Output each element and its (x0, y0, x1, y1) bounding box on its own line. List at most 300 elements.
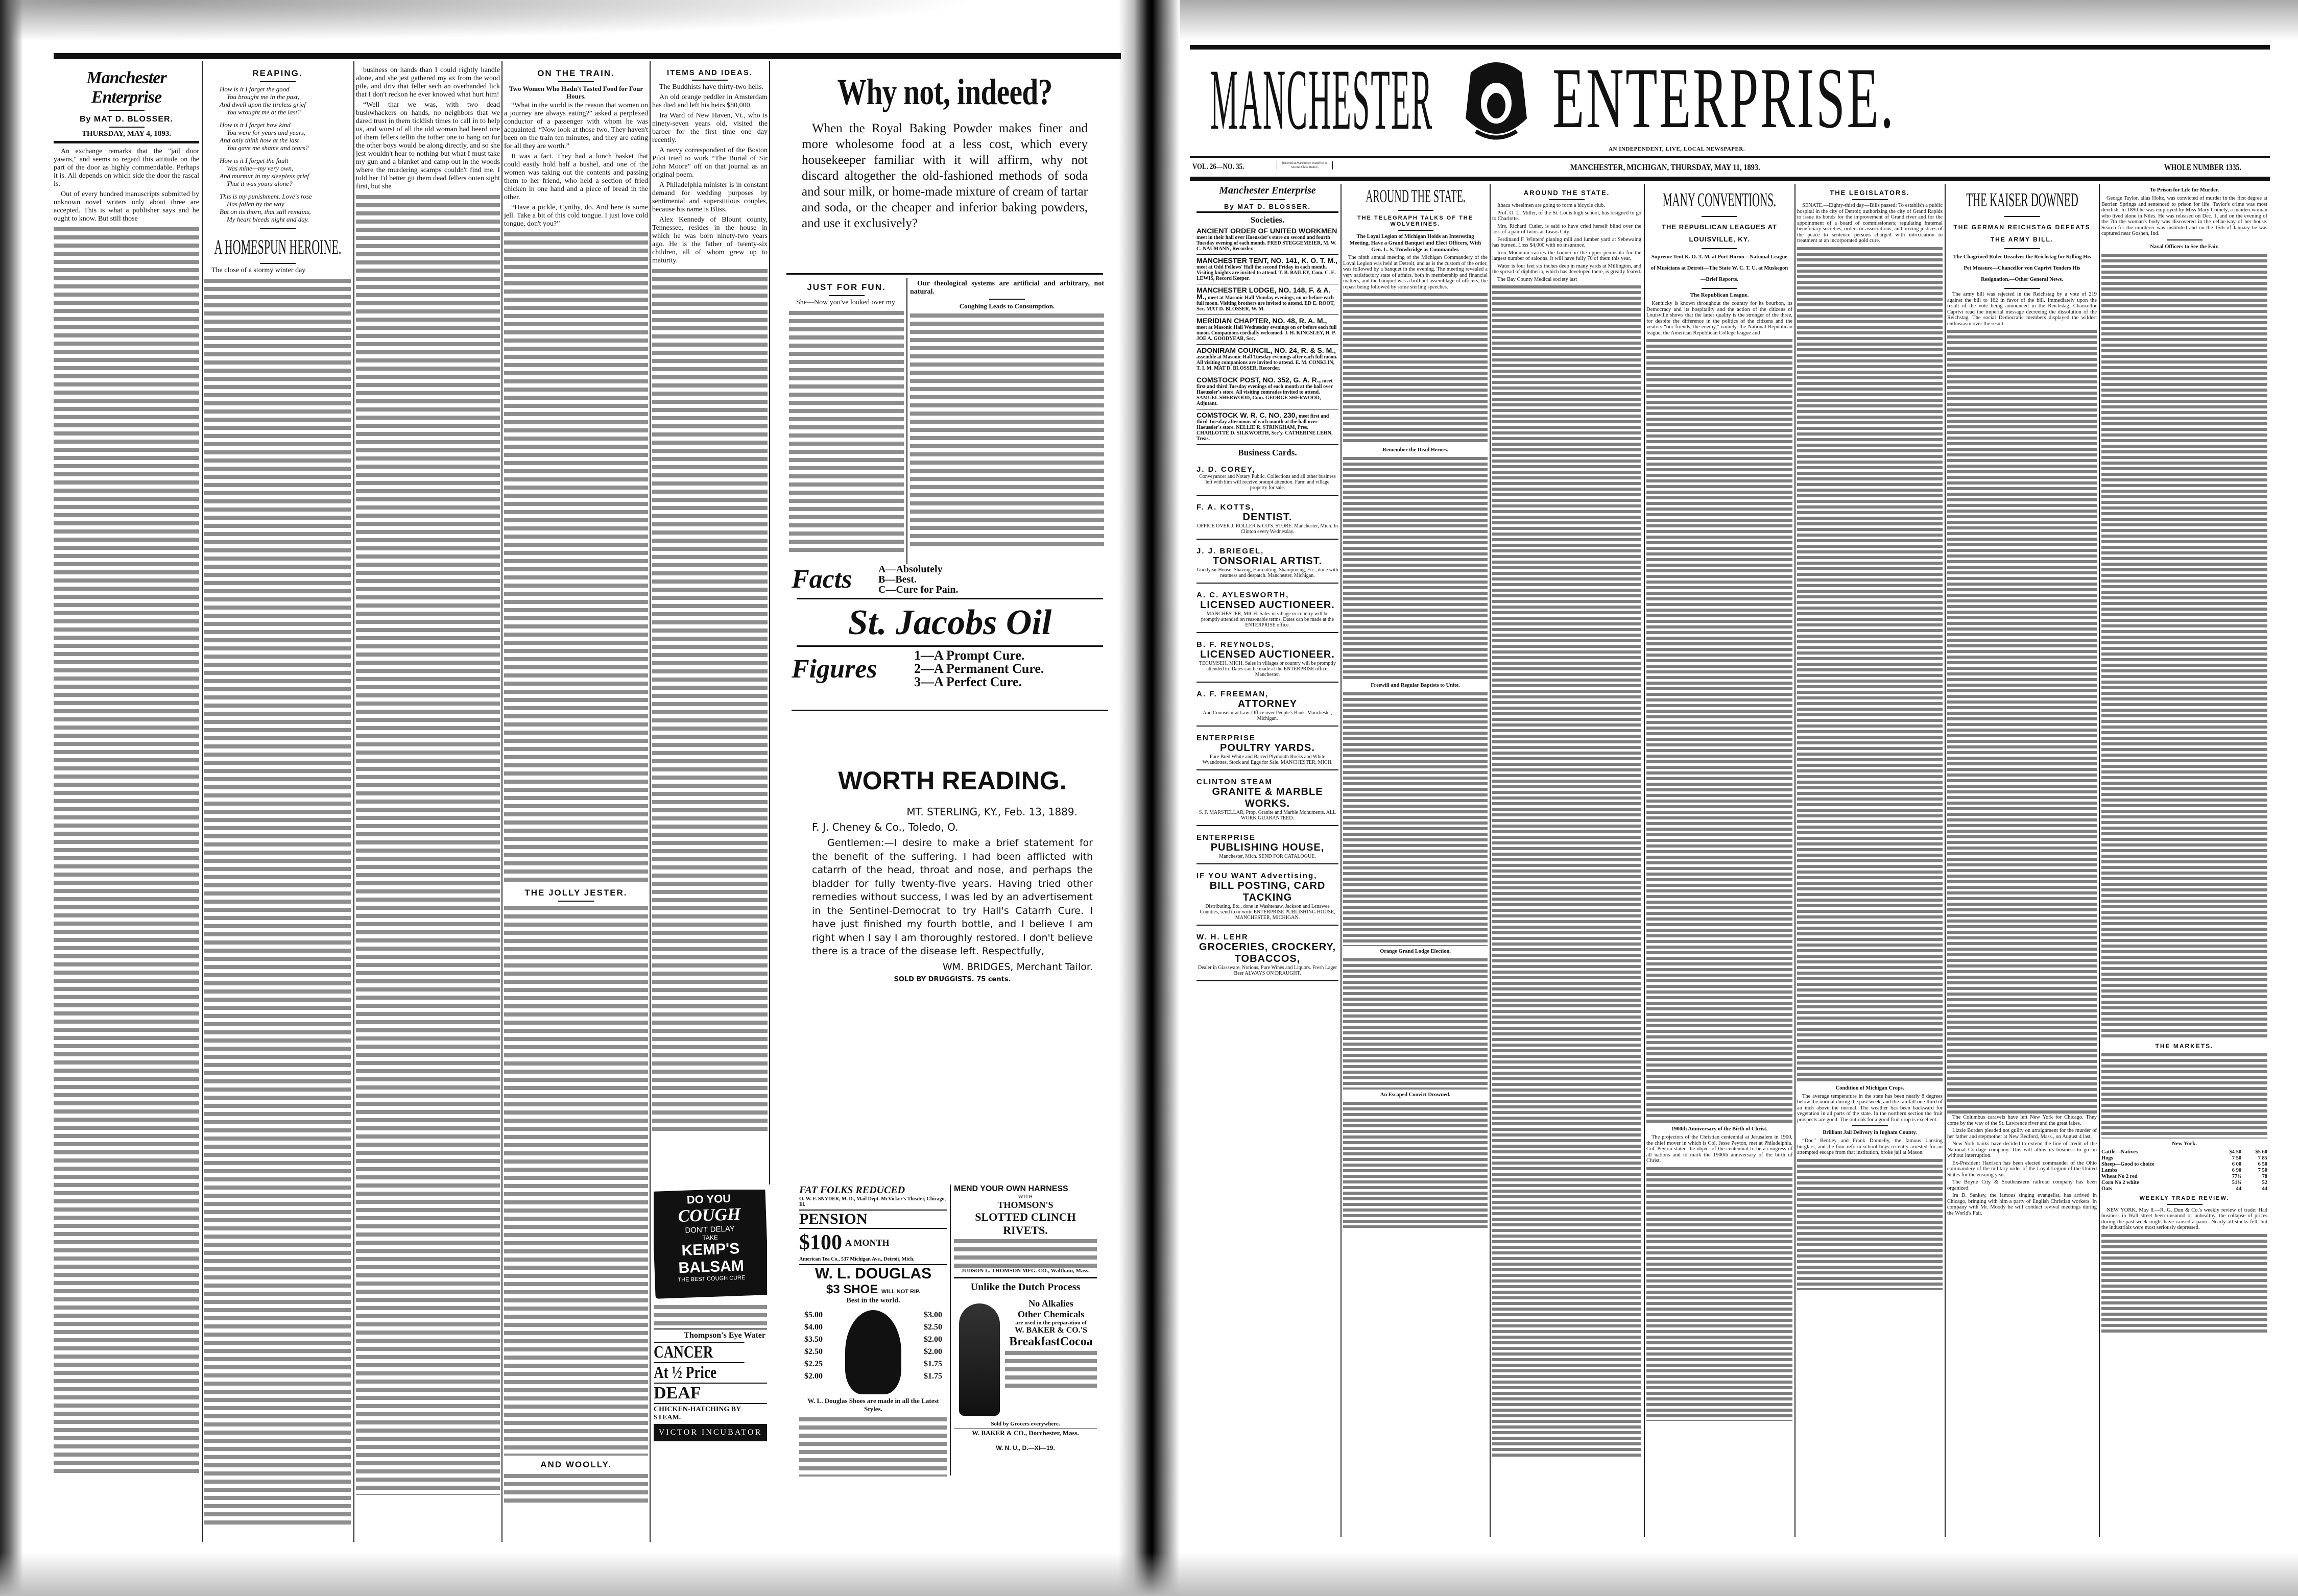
divider (2167, 239, 2203, 240)
society-details: meet first and third Tuesday afternoons of each month at the hall over Haeussler's store. NELLIE R. STRINGHAM, Pres. CHARLOTTE D. SILKWORTH, Sec'y. CATHERINE LEHN, Treas. (1196, 414, 1333, 442)
fat-folks-contact: O. W. F. SNYDER, M. D., Mail Dept. McVicker's Theater, Chicago, Ill. (799, 1196, 946, 1207)
market-high: 44 (2262, 1186, 2267, 1192)
poem-line: And dwell upon the tireless grief (220, 101, 306, 108)
paragraph: An exchange remarks that the "jail door yawns," and seems to regard this attitude on the part of the door as highly commendable. Perhaps it is. All depends on which side the door the rascal is. (54, 148, 199, 188)
price-item: $3.00 (924, 1311, 942, 1319)
items-paragraphs (652, 83, 768, 265)
price-item: $5.00 (804, 1311, 823, 1319)
illegible-text (1343, 957, 1488, 1090)
column-rule (769, 61, 770, 1184)
divider (54, 141, 199, 143)
article-title: MANY CONVENTIONS. (1662, 189, 1777, 211)
figure-3: 3—A Perfect Cure. (914, 674, 1022, 689)
card-name: B. F. REYNOLDS, (1196, 640, 1275, 649)
douglas-tagline: Best in the world. (846, 1297, 900, 1304)
illegible-text (54, 225, 199, 1476)
paragraph: Water is four feet six inches deep in many yards at Millington, and the spread of diphtheria, which has developed there, is greatly feared. (1492, 263, 1641, 275)
illegible-text (504, 230, 648, 884)
business-card (1196, 586, 1338, 633)
card-headline: LICENSED AUCTIONEER. (1200, 649, 1335, 660)
market-item: Sheep—Good to choice (2101, 1161, 2155, 1167)
card-headline: DENTIST. (1242, 512, 1292, 523)
story-paragraphs (204, 267, 351, 275)
markets-city: New York. (2171, 1140, 2197, 1147)
subhead: Condition of Michigan Crops. (1835, 1085, 1904, 1091)
paper-title: Manchester Enterprise (86, 68, 166, 107)
ad-line: COUGH (678, 1204, 741, 1226)
business-card (1196, 729, 1338, 770)
column-rule (501, 61, 502, 1542)
society-details: meet at Masonic Hall Monday evenings, on or before each full moon. Visiting brothers are invited to attend. ED E. ROOT, Sec. MAT D. BLOSSER, W. M. (1196, 295, 1335, 312)
illegible-text (1492, 284, 1641, 1458)
paragraph: A Philadelphia minister is in constant demand for wedding purposes by sentimental and superstitious couples, because his name is Bliss. (652, 181, 768, 213)
paragraph: Out of every hundred manuscripts submitted by unknown novel writers only about three are accepted. This is what a publisher says and he ought to know. But still those (54, 190, 199, 223)
divider (954, 1277, 1097, 1278)
card-details: MANCHESTER, MICH. Sales in village or country will be promptly attended on reasonable terms. Dates can be made at the ENTERPRISE office. (1201, 611, 1334, 628)
society-details: meet first and third Tuesday evenings of each month at the hall over Haeussler's store. All visiting comrades invited to attend. SAMUEL SHERWOOD, Com. GEORGE SHERWOOD, Adjutant. (1196, 378, 1333, 406)
article-paragraphs (1343, 255, 1488, 290)
society-name: MANCHESTER TENT, NO. 141, K. O. T. M., (1196, 256, 1338, 264)
society-details: meet at Masonic Hall Wednesday evenings on or before each full moon. Companions cordially welcomed. J. H. KINGSLEY, H. P. JOE A. GOODYEAR, Sec. (1196, 325, 1337, 342)
market-low: 6 00 (2232, 1161, 2242, 1167)
business-card (1196, 635, 1338, 683)
poem-line: How is it I forget how kind (220, 121, 291, 129)
divider (786, 273, 1103, 275)
illegible-text (356, 193, 500, 1495)
market-item: Corn No 2 white (2101, 1179, 2139, 1186)
column-rule (1794, 184, 1796, 1537)
divider (797, 645, 1103, 647)
st-jacobs-oil-ad (792, 564, 1108, 707)
price-item: $4.00 (804, 1323, 823, 1332)
divider (1702, 288, 1737, 289)
subhead: Freewill and Regular Baptists to Unite. (1371, 683, 1460, 688)
middle-ads-column (799, 1184, 947, 1491)
masthead-enterprise: ENTERPRISE. (1552, 50, 1896, 146)
society-entry (1196, 228, 1338, 255)
market-row (2101, 1168, 2267, 1174)
market-item: Oats (2101, 1186, 2112, 1192)
poem-line: How is it I forget the good (220, 85, 290, 93)
section-title: JUST FOR FUN. (807, 282, 886, 292)
paragraph: Iron Mountain carries the banner in the upper peninsula for the largest number of saloons. It will have fully 70 of them this year. (1492, 250, 1641, 261)
poem-and-story-column (204, 61, 351, 1542)
society-name: ADONIRAM COUNCIL, NO. 24, R. & S. M., (1196, 346, 1336, 354)
price-item: $2.50 (804, 1347, 823, 1356)
column-rule (202, 61, 203, 1542)
on-the-train-column (504, 61, 648, 1542)
subhead: Remember the Dead Heroes. (1382, 447, 1448, 453)
paragraph: “Have a pickle, Cynthy, do. And here is some jell. Take a bit of this cold tongue. I just love cold tongue, don't you?” (504, 204, 648, 228)
paragraph: “What in the world is the reason that women on a journey are always eating?” asked a perplexed conductor of a passenger with whom he was acquainted. “Now look at those two. They haven't been on the train ten minutes, and they are eating for all they are worth.” (504, 102, 648, 150)
baker-maker: W. BAKER & CO., Dorchester, Mass. (954, 1429, 1097, 1437)
douglas-shoe: $3 SHOE (826, 1283, 878, 1296)
markets-table (2101, 1149, 2267, 1192)
harness-with: WITH (1018, 1194, 1033, 1200)
fun-paragraphs (789, 299, 904, 307)
market-item: Lambs (2101, 1167, 2117, 1173)
paragraph: business on hands than I could rightly handle alone, and she jest gathered my ax from the wood pile, and driv that feller sech an overhanded lick that I don't reckon he ever knowed what hurt him! (356, 66, 500, 99)
ad-dateline: MT. STERLING, KY., Feb. 13, 1889. (906, 806, 1078, 818)
paragraph: Mrs. Richard Cutler, is said to have cried herself blind over the loss of a pair of twins at Tawas City. (1492, 223, 1641, 235)
business-card (1196, 542, 1338, 584)
illegible-text (1005, 1349, 1097, 1390)
price-list-right (924, 1309, 942, 1383)
card-details: Conveyancer and Notary Public. Collections and all other business left with him will receive prompt attention. Farm and village property for sale. (1199, 474, 1336, 491)
illegible-text (652, 267, 768, 1135)
byline: By MAT D. BLOSSER. (1224, 203, 1311, 210)
divider (558, 81, 594, 82)
royal-baking-powder-ad (786, 71, 1103, 268)
scan-noise-top-left (0, 0, 1123, 49)
poem-reaping (220, 85, 351, 223)
paragraph: New York banks have decided to extend the line of credit of the National Cordage company. This will allow its business to go on without interruption. (1947, 1141, 2097, 1158)
society-entry (1196, 413, 1338, 445)
price-item: $2.25 (804, 1360, 823, 1368)
paragraph: The ninth annual meeting of the Michigan Commandery of the Loyal Legion was held at Detroit, and as is the custom of the order, was followed by a banquet in the evening. The meeting revealed a very satisfactory state of affairs, both in membership and financial matters, and the banquet was a brilliant assemblage of officers, the repast being followed by some sterling speeches. (1343, 255, 1488, 290)
divider (792, 710, 1108, 711)
price-list-left (804, 1309, 823, 1383)
ad-line: DO YOU (686, 1192, 731, 1206)
column-rule (906, 278, 907, 564)
card-name: W. H. LEHR (1196, 933, 1249, 941)
harness-maker: JUDSON L. THOMSON MFG. CO., Waltham, Mass. (961, 1268, 1090, 1274)
illegible-text (1343, 691, 1488, 946)
divider (1852, 199, 1888, 200)
card-details: Goodyear House. Shaving, Haircutting, Shampooing, Etc., done with neatness and despatch. Manchester, Michigan. (1196, 567, 1338, 578)
card-name: ENTERPRISE (1196, 734, 1256, 742)
article-title: THE KAISER DOWNED (1966, 189, 2078, 211)
business-card (1196, 928, 1338, 981)
divider (829, 295, 865, 296)
facts-label: Facts (792, 565, 852, 594)
legislators-column (1797, 185, 1943, 1538)
douglas-portrait (845, 1310, 901, 1394)
paragraph: NEW YORK, May 8.—R. G. Dun & Co.'s weekly review of trade: Had business in Wall street been unsound or unhealthy, the collapse of prices during the past week might have caused a panic. Nearly all stocks fell, but the industrials were most seriously depressed. (2101, 1207, 2267, 1230)
poem-line: My heart bleeds night and day. (227, 215, 309, 223)
divider (1702, 216, 1737, 217)
markets-title: THE MARKETS. (2155, 1042, 2214, 1050)
misc-column (910, 280, 1104, 563)
society-entry (1196, 348, 1338, 374)
business-card (1196, 866, 1338, 926)
douglas-note: WILL NOT RIP. (881, 1289, 921, 1295)
subhead: Coughing Leads to Consumption. (959, 302, 1055, 310)
ad-body: Gentlemen:—I desire to make a brief statement for the benefit of the suffering. I had been afflicted with catarrh of the head, throat and nose, and perhaps the bladder for fully twenty-five years. Having tried other remedies without success, I was led by an advertisement in the Sentinel-Democrat to try Hall's Catarrh Cure. I have just finished my fourth bottle, and I believe I am right when I say I am thoroughly restored. I don't believe there is a trace of the disease left. Respectfully, (812, 837, 1093, 957)
poem-line: You wrought me at the last? (227, 108, 301, 116)
trade-review-title: WEEKLY TRADE REVIEW. (2139, 1195, 2230, 1201)
masthead-tagline: AN INDEPENDENT, LIVE, LOCAL NEWSPAPER. (1609, 146, 1745, 152)
market-row (2101, 1186, 2267, 1192)
divider (1190, 156, 2270, 158)
society-name: COMSTOCK W. R. C. NO. 230, (1196, 411, 1298, 419)
subhead: 1900th Anniversary of the Birth of Christ. (1671, 1126, 1768, 1132)
illegible-text (910, 311, 1104, 546)
legislature-paragraphs (1797, 203, 1943, 244)
illegible-text (504, 904, 648, 1456)
half-price-ad: At ½ Price (654, 1362, 745, 1383)
just-for-fun-column (789, 278, 904, 564)
directory-column (1196, 185, 1338, 1538)
divider (989, 299, 1025, 300)
article-subtitle: THE REPUBLICAN LEAGUES AT LOUISVILLE, KY. (1662, 223, 1777, 243)
article-paragraphs (1947, 292, 2097, 327)
kaiser-downed-column (1947, 185, 2097, 1538)
paragraph: The Boyne City & Southeastern railroad company has been organized. (1947, 1179, 2097, 1191)
illegible-text (1797, 1157, 1943, 1290)
halls-catarrh-cure-ad (807, 766, 1098, 1072)
illegible-text (1343, 455, 1488, 680)
divider (1196, 211, 1338, 213)
divider (1250, 199, 1285, 200)
card-headline: ATTORNEY (1237, 698, 1298, 710)
figures-label: Figures (792, 654, 877, 684)
cancer-ad: CANCER (654, 1342, 745, 1362)
chocolate-girl-illustration (959, 1303, 1000, 1416)
jail-paragraph: “Doc” Bentley and Frank Donnelly, the famous Lansing burglars, and the four reform school boys recently arrested for an attempted escape from that institution, broke jail at Mason. (1797, 1138, 1943, 1155)
illegible-text (1646, 337, 1792, 1124)
market-high: 6 50 (2258, 1161, 2267, 1167)
poem-line: How is it I forget the fault (220, 157, 289, 164)
news-and-markets-column (2101, 185, 2267, 1538)
figure-2: 2—A Permanent Cure. (914, 661, 1044, 676)
woolly-title: AND WOOLLY. (540, 1460, 612, 1469)
illegible-text (1947, 328, 2097, 1115)
article-title: AROUND THE STATE. (1365, 186, 1466, 206)
card-headline: BILL POSTING, CARD TACKING (1209, 880, 1326, 903)
poem-line: And only think how at the last (220, 136, 299, 144)
divider (109, 127, 145, 128)
illegible-text (204, 277, 351, 1528)
paragraph: Ferdinand F. Winters' planing mill and lumber yard at Sebewaing has burned. Loss $4,000 with no insurance. (1492, 236, 1641, 248)
illegible-text (1343, 292, 1488, 445)
card-name: CLINTON STEAM (1196, 778, 1273, 786)
illegible-text (2101, 252, 2267, 1038)
michigan-seal-icon (1461, 57, 1532, 144)
column-rule (1644, 184, 1645, 1537)
fact-a: A—Absolutely (878, 564, 943, 575)
society-details: meet in their hall over Haeussler's store on second and fourth Tuesday evening of each month. FRED STEGGEMEIER, M. W. C. NAUMANN, Recorder. (1196, 235, 1337, 252)
price-item: $2.00 (924, 1335, 942, 1344)
article-title: ON THE TRAIN. (537, 68, 615, 78)
scan-edge-left (0, 0, 23, 1596)
baker-other: Other Chemicals (1017, 1309, 1085, 1319)
postoffice-entry-note: [Entered at Manchester Postoffice as Second-Class Matter.] (1277, 161, 1333, 170)
card-details: S. F. MARSTELLAR, Prop. Granite and Marble Monuments. ALL WORK GUARANTEED. (1199, 810, 1336, 821)
ad-footer: SOLD BY DRUGGISTS. 75 cents. (894, 975, 1011, 983)
top-rule (54, 53, 1121, 59)
card-headline: PUBLISHING HOUSE, (1210, 842, 1325, 853)
market-row (2101, 1174, 2267, 1180)
illegible-text (954, 1237, 1097, 1268)
poem-line: That it was yours alone? (227, 180, 293, 187)
column-rule (650, 61, 651, 1542)
illegible-text (1343, 1100, 1488, 1228)
article-paragraphs (504, 102, 648, 228)
divider (2167, 1204, 2203, 1205)
volume-number: VOL. 26—NO. 35. (1192, 162, 1244, 171)
market-low: 6 90 (2232, 1167, 2242, 1173)
column-rule (1490, 184, 1491, 1537)
market-high: 52 (2262, 1179, 2267, 1186)
byline: By MAT D. BLOSSER. (79, 115, 174, 124)
ad-line: BALSAM (678, 1257, 745, 1277)
scan-noise-bottom (0, 1552, 2298, 1596)
market-high: 7 50 (2258, 1167, 2267, 1173)
society-entry (1196, 258, 1338, 284)
ad-headline: WORTH READING. (838, 766, 1067, 795)
paragraph: Ex-President Harrison has been elected commander of the Ohio commandery of the military order of the Loyal Legion of the United States for the ensuing year. (1947, 1160, 2097, 1178)
many-conventions-column (1646, 185, 1792, 1538)
card-details: Pure Bred White and Barred Plymouth Rocks and White Wyandottes. Stock and Eggs for Sale. MANCHESTER, MICH. (1202, 754, 1333, 765)
market-item: Hogs (2101, 1155, 2113, 1161)
market-row (2101, 1155, 2267, 1162)
society-name: MERIDIAN CHAPTER, NO. 48, R. A. M., (1196, 317, 1327, 325)
paragraph: Ira Ward of New Haven, Vt., who is ninety-seven years old, visited the barber for the first time one day recently. (652, 112, 768, 144)
business-card (1196, 685, 1338, 727)
paragraph: George Taylor, alias Holtz, was convicted of murder in the first degree at Berrien Springs and sentenced to prison for life. Taylor's crime was most devilish. In 1890 he was employed by Miss Mary Comely, a maiden woman who lived alone in Niles. He was released on Dec. 1, and on the evening of the 7th the woman's body was discovered in the cellar-way of her house. Search for the murderer was instituted and on the 15th of January he was captured near Goshen, Ind. (2101, 196, 2267, 236)
poem-title: REAPING. (252, 68, 303, 78)
market-low: $4 50 (2229, 1149, 2242, 1155)
subhead: To Prison for Life for Murder. (2149, 187, 2219, 193)
article-deck: The Chagrined Ruler Dissolves the Reichstag for Killing His Pet Measure—Chancellor von Caprivi Tenders His Resignation.—Other General News. (1953, 254, 2091, 282)
around-the-state-main-column (1343, 185, 1488, 1538)
baker-title: Unlike the Dutch Process (970, 1281, 1081, 1293)
murder-paragraphs (2101, 196, 2267, 237)
card-headline: GRANITE & MARBLE WORKS. (1212, 786, 1323, 809)
baker-product: BreakfastCocoa (1009, 1335, 1093, 1348)
paragraph: The Buddhists have thirty-two hells. (659, 83, 764, 91)
baker-brand: W. BAKER & CO.'S (1014, 1326, 1088, 1335)
business-cards-heading: Business Cards. (1238, 448, 1297, 457)
paragraph: Ithaca wheelmen are going to form a bicycle club. (1497, 203, 1605, 208)
hundred-dollar-ad-figure: $100 (799, 1231, 842, 1254)
business-card (1196, 498, 1338, 540)
issue-dateline: MANCHESTER, MICHIGAN, THURSDAY, MAY 11, 1893. (1570, 162, 1760, 172)
poem-line: Has fallen by the way (227, 200, 284, 208)
right-ads-column (954, 1184, 1097, 1501)
column-rule (2099, 184, 2100, 1537)
article-subtitle: Two Women Who Hadn't Tasted Food for Four Hours. (509, 85, 643, 100)
society-name: ANCIENT ORDER OF UNITED WORKMEN (1196, 227, 1337, 235)
brief-paragraphs (1492, 203, 1641, 282)
fact-c: C—Cure for Pain. (878, 584, 959, 595)
illegible-text (1646, 1166, 1792, 1421)
society-details: assemble at Masonic Hall Tuesday evenings after each full moon. All visiting companions are invited to attend. E. M. CONKLIN, T. I. M. MAT D. BLOSSER, Recorder. (1196, 354, 1337, 371)
card-headline: GROCERIES, CROCKERY, TOBACCOS, (1199, 941, 1336, 964)
market-item: Cattle—Natives (2101, 1149, 2138, 1155)
illegible-text (1797, 246, 1943, 1083)
card-name: J. J. BRIEGEL, (1196, 547, 1264, 555)
price-item: $3.50 (804, 1335, 823, 1344)
column-rule (950, 1184, 951, 1476)
article-paragraphs (1646, 301, 1792, 336)
douglas-name: W. L. DOUGLAS (799, 1264, 947, 1283)
harness-brand: THOMSON'S (997, 1200, 1054, 1210)
paragraph: The Columbus caravels have left New York for Chicago. They come by the way of the St. Lawrence river and the great lakes. (1947, 1115, 2097, 1126)
subhead: Orange Grand Lodge Election. (1380, 949, 1451, 954)
market-row (2101, 1149, 2267, 1155)
column-rule (1341, 184, 1342, 1537)
items-and-ideas-column (652, 61, 768, 1174)
market-low: 7 50 (2232, 1155, 2242, 1161)
poem-line: And murmur in my sleepless grief (220, 172, 309, 180)
card-details: Dealer in Glassware, Notions, Pure Wines and Liquors. Fresh Lager Beer ALWAYS ON DRAUGHT. (1198, 965, 1337, 976)
price-item: $2.00 (804, 1372, 823, 1381)
article-deck: The Loyal Legion of Michigan Holds an Interesting Meeting, Have a Grand Banquet and Elect Officers, With Gen. L. S. Trowbridge as Commander. (1349, 234, 1481, 253)
price-item: $1.75 (924, 1360, 942, 1368)
article-title: ITEMS AND IDEAS. (666, 68, 753, 77)
ad-body: When the Royal Baking Powder makes finer and more wholesome food at a less cost, which every housekeeper familiar with it will affirm, why not discard altogether the old-fashioned methods of soda and sour milk, or home-made mixture of cream of tartar and soda, or the cheaper and inferior baking powders, and use it exclusively? (802, 122, 1088, 230)
ad-headline: Why not, indeed? (837, 71, 1052, 112)
wnu-code: W. N. U., D.—XI—19. (996, 1444, 1055, 1452)
douglas-footer: W. L. Douglas Shoes are made in all the Latest Styles. (807, 1397, 939, 1413)
editorial-column (54, 61, 199, 1542)
article-subtitle: THE TELEGRAPH TALKS OF THE WOLVERINES. (1357, 215, 1474, 227)
story-paragraphs (356, 66, 500, 191)
ad-addressee: F. J. Cheney & Co., Toledo, O. (812, 821, 959, 833)
baker-no-alkalies: No Alkalies (1028, 1298, 1073, 1309)
editorial-paragraphs (54, 148, 199, 223)
societies-list (1196, 228, 1338, 445)
society-details: meet at Odd Fellows' Hall the second Friday in each month. Visiting knights are invited to attend. T. B. BAILEY, Com. C. E. LEWIS, Record Keeper. (1196, 264, 1336, 281)
article-title: THE LEGISLATORS. (1830, 189, 1910, 197)
issue-date: THURSDAY, MAY 4, 1893. (81, 130, 172, 138)
column-rule (1945, 184, 1946, 1537)
deaf-ad: DEAF (654, 1383, 767, 1403)
paragraph: She—Now you've looked over my (796, 299, 895, 306)
illegible-text (654, 1303, 767, 1328)
illegible-text (2101, 1232, 2267, 1335)
society-entry (1196, 318, 1338, 345)
subhead: Brilliant Jail Delivery in Ingham County. (1823, 1130, 1917, 1135)
brand-name: St. Jacobs Oil (848, 603, 1052, 642)
paragraph: The close of a stormy winter day (211, 267, 306, 274)
divider (260, 81, 296, 82)
paragraph: An old orange peddler in Amsterdam has died and left his heirs $80,000. (652, 93, 768, 109)
illegible-text (799, 1415, 947, 1477)
business-card (1196, 460, 1338, 496)
illegible-text (789, 309, 904, 554)
ad-line: DON'T DELAY (685, 1224, 735, 1235)
masthead-bottom-rule (1190, 177, 2270, 181)
divider (692, 80, 728, 81)
card-name: A. F. FREEMAN, (1196, 690, 1269, 698)
whole-number: WHOLE NUMBER 1335. (2164, 162, 2241, 172)
market-high: 78 (2262, 1173, 2267, 1179)
paragraph: Alex Kennedy of Blount county, Tennessee, resides in the house in which he was born ninety-two years ago. He is the father of twenty-six children, all of whom grew up to maturity. (652, 216, 768, 264)
card-headline: TONSORIAL ARTIST. (1212, 555, 1323, 567)
victor-incubator-ad: VICTOR INCUBATOR (654, 1424, 767, 1441)
section-heading: The Republican League. (1690, 292, 1749, 298)
price-item: $2.50 (924, 1323, 942, 1332)
article-subtitle: THE GERMAN REICHSTAG DEFEATS THE ARMY BILL. (1953, 224, 2091, 243)
card-name: F. A. KOTTS, (1196, 503, 1255, 512)
story-title: A HOMESPUN HEROINE. (214, 235, 341, 258)
article-title: AROUND THE STATE. (1523, 189, 1610, 197)
paragraph: SENATE.—Eighty-third day—Bills passed: To establish a public hospital in the city of Detroit; authorizing the city of Grand Rapids to issue its bonds for the improvement of Grand river and for the appointment of a board of commissioners; regulating fraternal beneficiary societies, orders or associations; authorizing justices of the peace to sentence persons charged with intoxication to treatment at an incorporated gold cure. (1797, 203, 1943, 244)
card-headline: POULTRY YARDS. (1220, 742, 1315, 754)
figure-1: 1—A Prompt Cure. (914, 648, 1025, 663)
divider (1398, 210, 1433, 211)
market-low: 44 (2236, 1186, 2242, 1192)
business-card (1196, 828, 1338, 864)
poem-line: You were for years and years, (227, 129, 306, 136)
jester-title: THE JOLLY JESTER. (524, 888, 628, 898)
divider (797, 598, 1103, 599)
society-entry (1196, 287, 1338, 315)
divider (1398, 230, 1433, 231)
